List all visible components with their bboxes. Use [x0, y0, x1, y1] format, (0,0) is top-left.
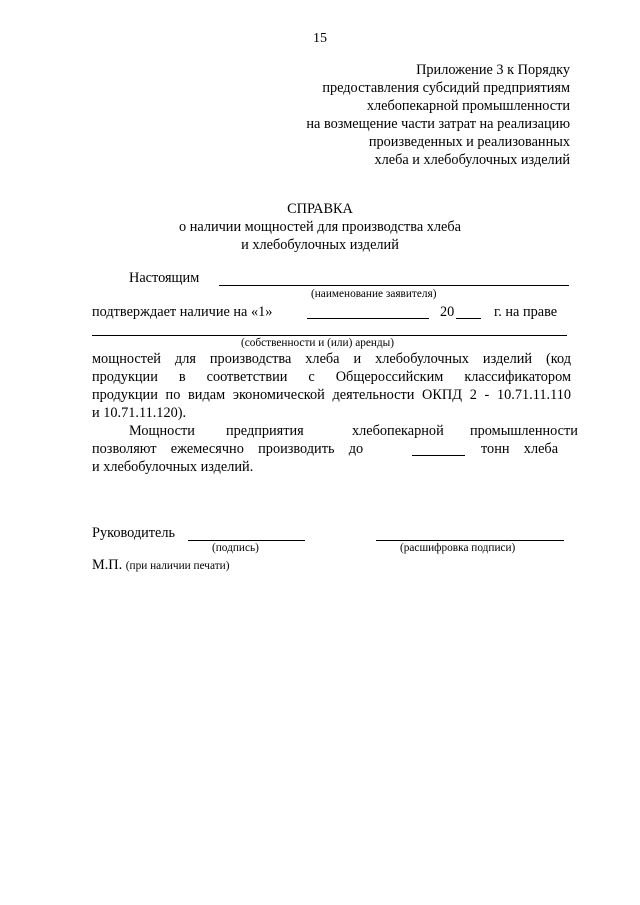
p2-word-2: предприятия — [226, 423, 304, 439]
annex-line-3: хлебопекарной промышленности — [366, 98, 570, 114]
page-number: 15 — [313, 31, 327, 46]
decoding-line — [376, 540, 564, 541]
date-line — [307, 318, 429, 319]
capacity-text-line-4: и 10.71.11.120). — [92, 405, 187, 421]
p2-line-3: и хлебобулочных изделий. — [92, 459, 254, 475]
right-type-line — [92, 335, 567, 336]
annex-line-2: предоставления субсидий предприятиям — [322, 80, 570, 96]
year-prefix: 20 — [440, 304, 455, 320]
right-type-caption: (собственности и (или) аренды) — [241, 337, 395, 349]
tonnage-line — [412, 455, 465, 456]
stamp-label: М.П. — [92, 557, 123, 573]
capacity-text-line-2: продукции в соответствии с Общероссийским классификатором — [92, 369, 571, 385]
right-label: г. на праве — [494, 304, 558, 320]
signature-line — [188, 540, 305, 541]
document-subtitle-line-2: и хлебобулочных изделий — [241, 237, 399, 253]
p2-word-4: промышленности — [470, 423, 578, 439]
stamp-note: (при наличии печати) — [125, 560, 230, 572]
p2-line-2-end: тонн хлеба — [481, 441, 559, 457]
herewith-label: Настоящим — [129, 270, 200, 286]
p2-word-3: хлебопекарной — [352, 423, 444, 439]
stamp-row — [92, 556, 229, 575]
document-title: СПРАВКА — [287, 201, 353, 217]
capacity-text-line-3: продукции по видам экономической деятельности ОКПД 2 - 10.71.11.110 — [92, 387, 571, 403]
annex-line-1: Приложение 3 к Порядку — [416, 62, 570, 78]
annex-line-5: произведенных и реализованных — [368, 134, 570, 150]
p2-line-2-start: позволяют ежемесячно производить до — [92, 441, 364, 457]
annex-line-4: на возмещение части затрат на реализацию — [306, 116, 570, 132]
applicant-name-line — [219, 285, 569, 286]
confirms-text: подтверждает наличие на «1» — [92, 304, 273, 320]
document-subtitle-line-1: о наличии мощностей для производства хлеба — [178, 219, 461, 235]
annex-line-6: хлеба и хлебобулочных изделий — [374, 152, 570, 168]
capacity-text-line-1: мощностей для производства хлеба и хлебобулочных изделий (код — [92, 351, 571, 367]
applicant-name-caption: (наименование заявителя) — [311, 288, 437, 300]
signature-caption: (подпись) — [212, 542, 259, 554]
year-line — [456, 318, 481, 319]
p2-word-1: Мощности — [129, 423, 195, 439]
decoding-caption: (расшифровка подписи) — [400, 542, 516, 554]
head-label: Руководитель — [92, 525, 176, 541]
